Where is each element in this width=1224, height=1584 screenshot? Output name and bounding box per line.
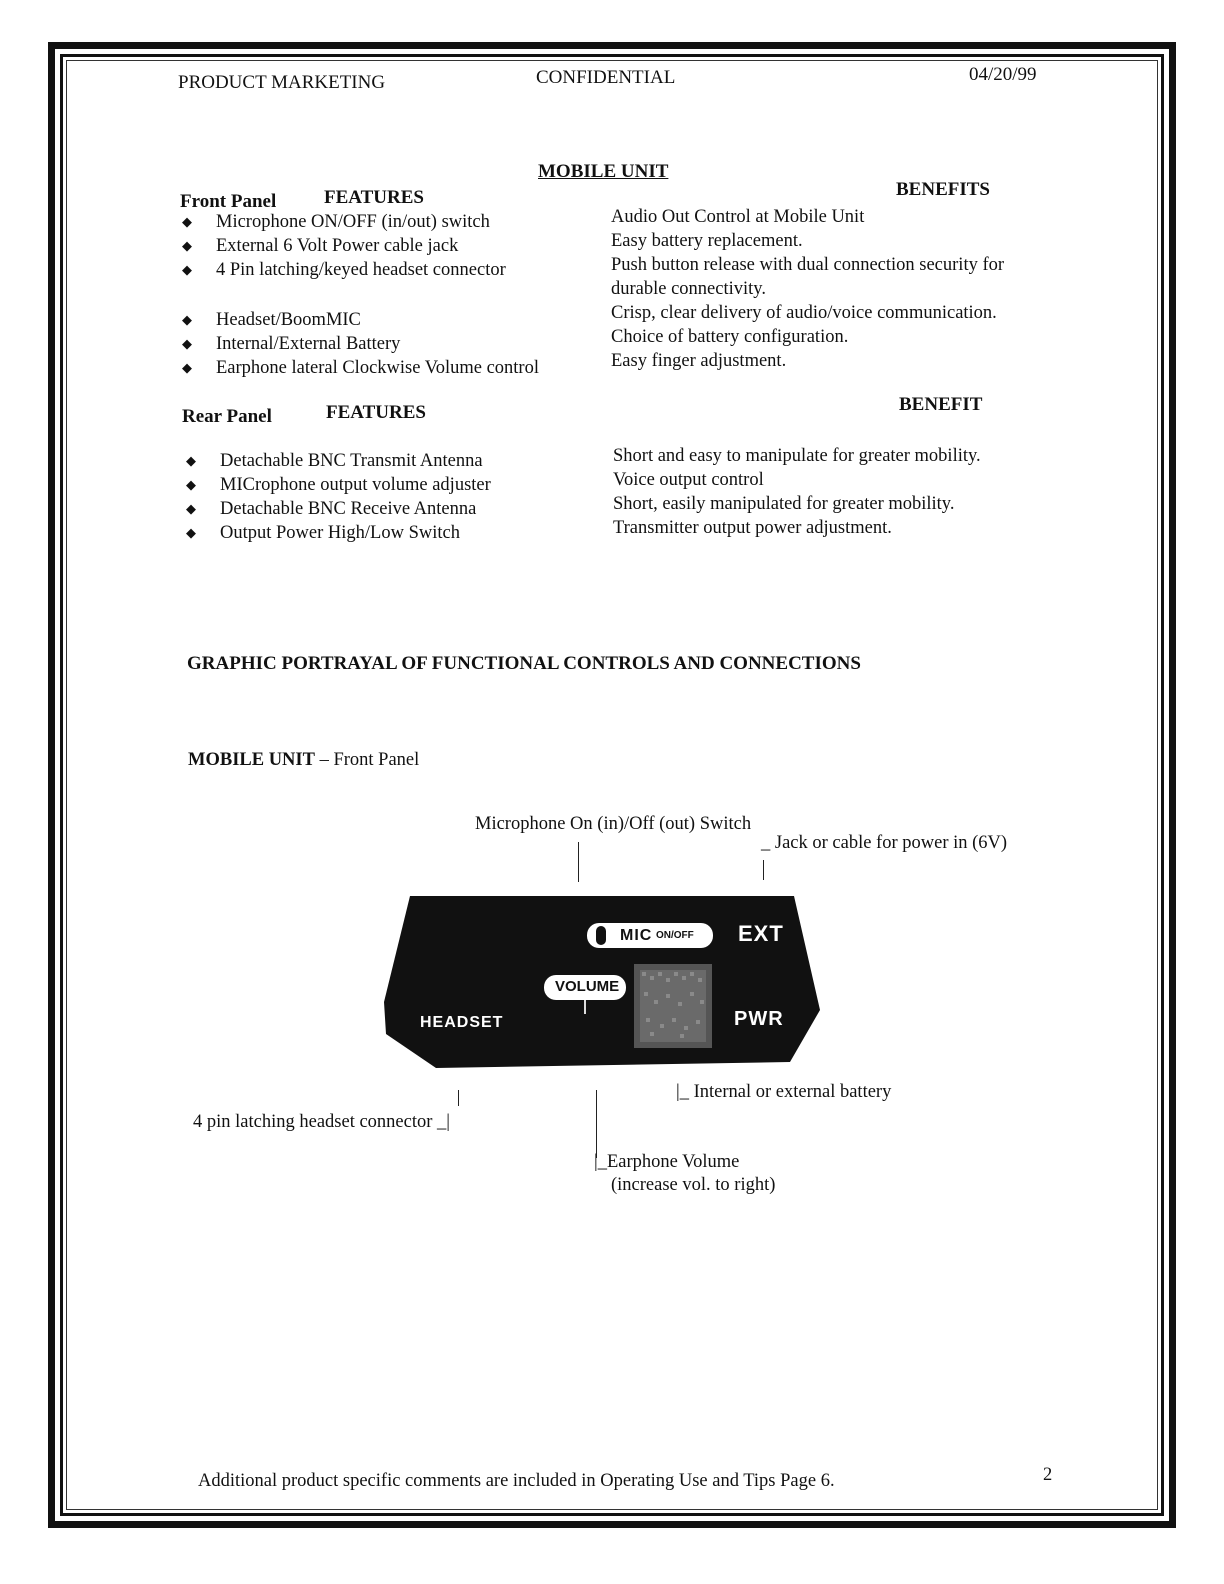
front-benefits-list [611, 205, 1004, 373]
benefit-line: Audio Out Control at Mobile Unit [611, 207, 865, 227]
benefit-line: durable connectivity. [611, 279, 766, 299]
battery-callout: |_ Internal or external battery [676, 1082, 892, 1102]
headset-leader-line [458, 1090, 459, 1106]
power-jack-leader-line [763, 860, 764, 880]
power-jack-callout: _ Jack or cable for power in (6V) [761, 833, 1008, 853]
rear-features-list [184, 449, 491, 545]
volume-label: VOLUME [555, 978, 620, 995]
header-confidential: CONFIDENTIAL [536, 67, 676, 88]
mic-switch-leader-line [578, 842, 579, 882]
front-benefits-heading: BENEFITS [896, 179, 990, 200]
earphone-volume-callout: |_Earphone Volume [594, 1152, 740, 1172]
diamond-bullet-icon: ◆ [182, 312, 192, 327]
benefit-line: Short, easily manipulated for greater mobility. [613, 494, 955, 514]
headset-connector-callout: 4 pin latching headset connector _| [193, 1112, 450, 1132]
list-item: ◆ Internal/External Battery [182, 334, 401, 354]
page-number: 2 [1043, 1465, 1053, 1485]
diamond-bullet-icon: ◆ [182, 360, 192, 375]
list-item: ◆ Earphone lateral Clockwise Volume control [182, 358, 539, 378]
benefit-line: Choice of battery configuration. [611, 327, 849, 347]
footer-note: Additional product specific comments are included in Operating Use and Tips Page 6. [198, 1471, 835, 1491]
diagram-subtitle-bold: MOBILE UNIT [188, 750, 315, 770]
mic-label: MIC [620, 927, 653, 944]
diamond-bullet-icon: ◆ [186, 477, 196, 492]
benefit-line: Push button release with dual connection security for [611, 255, 1005, 275]
list-item: ◆ Output Power High/Low Switch [186, 523, 460, 543]
ext-label: EXT [738, 921, 784, 946]
graphic-section-title: GRAPHIC PORTRAYAL OF FUNCTIONAL CONTROLS AND CONNECTIONS [187, 653, 861, 674]
diagram-subtitle [188, 750, 419, 771]
benefit-line: Voice output control [613, 470, 764, 490]
front-features-heading: FEATURES [324, 187, 424, 208]
list-item: ◆ Detachable BNC Receive Antenna [186, 499, 477, 519]
rear-panel-label: Rear Panel [182, 406, 272, 427]
list-item: ◆ Detachable BNC Transmit Antenna [186, 451, 483, 471]
rear-features-heading: FEATURES [326, 402, 426, 423]
list-item: ◆ 4 Pin latching/keyed headset connector [182, 260, 506, 280]
diamond-bullet-icon: ◆ [186, 501, 196, 516]
diamond-bullet-icon: ◆ [186, 453, 196, 468]
headset-label: HEADSET [420, 1014, 504, 1031]
list-item: ◆ External 6 Volt Power cable jack [182, 236, 459, 256]
diamond-bullet-icon: ◆ [186, 525, 196, 540]
diamond-bullet-icon: ◆ [182, 336, 192, 351]
benefit-line: Easy battery replacement. [611, 231, 803, 251]
benefit-line: Short and easy to manipulate for greater mobility. [613, 446, 981, 466]
benefit-line: Crisp, clear delivery of audio/voice communication. [611, 303, 997, 323]
diamond-bullet-icon: ◆ [182, 214, 192, 229]
front-panel-label: Front Panel [180, 191, 277, 212]
benefit-line: Transmitter output power adjustment. [613, 518, 892, 538]
diagram-subtitle-rest: – Front Panel [314, 750, 420, 770]
list-item: ◆ Microphone ON/OFF (in/out) switch [182, 212, 490, 232]
benefit-line: Easy finger adjustment. [611, 351, 787, 371]
diamond-bullet-icon: ◆ [182, 238, 192, 253]
earphone-volume-note: (increase vol. to right) [611, 1175, 776, 1195]
earphone-leader-line [596, 1090, 597, 1158]
mic-switch-callout: Microphone On (in)/Off (out) Switch [475, 814, 752, 834]
header-department: PRODUCT MARKETING [178, 72, 386, 93]
pwr-label: PWR [734, 1008, 784, 1030]
list-item: ◆ MICrophone output volume adjuster [186, 475, 491, 495]
mobile-unit-title: MOBILE UNIT [538, 161, 669, 182]
rear-benefits-list [613, 444, 981, 540]
mic-onoff-label: ON/OFF [656, 930, 694, 941]
diamond-bullet-icon: ◆ [182, 262, 192, 277]
list-item: ◆ Headset/BoomMIC [182, 310, 361, 330]
front-features-list [180, 210, 539, 380]
header-date: 04/20/99 [969, 64, 1037, 85]
rear-benefit-heading: BENEFIT [899, 394, 983, 415]
